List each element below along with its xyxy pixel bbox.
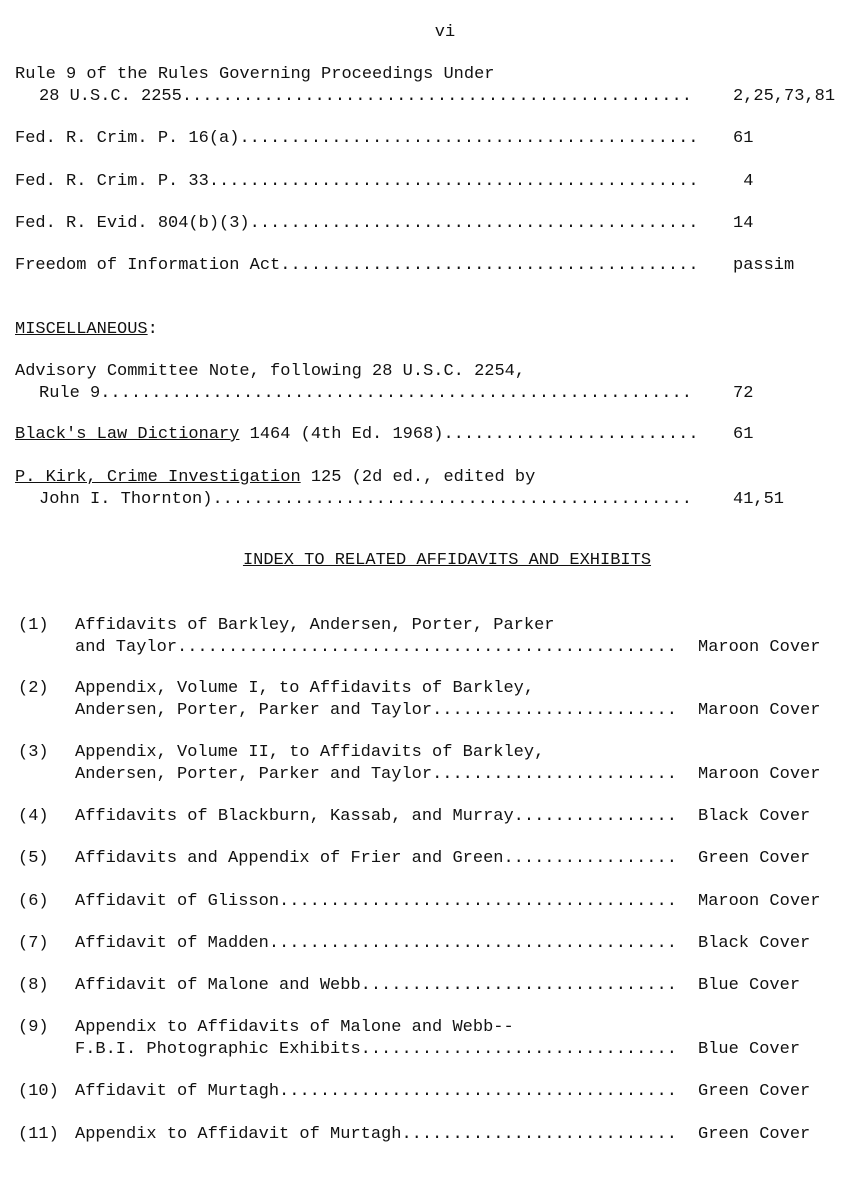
misc-pages: 61 — [733, 425, 754, 444]
index-text: Appendix to Affidavit of Murtagh ..... — [75, 1124, 678, 1146]
authority-pages: 2,25,73,81 — [733, 87, 836, 106]
index-number: (2) — [18, 679, 49, 698]
authority-pages: 14 — [733, 214, 754, 233]
index-text: Affidavits of Blackburn, Kassab, and Murray ..... — [75, 806, 678, 828]
index-cover: Black Cover — [698, 807, 811, 826]
misc-title: Black's Law Dictionary 1464 (4th Ed. 1968) ..... — [15, 424, 695, 446]
authority-entry — [15, 128, 754, 150]
authority-title: Fed. R. Evid. 804(b)(3) ..... — [15, 213, 695, 235]
authority-entry — [15, 171, 754, 193]
misc-source-title: P. Kirk, Crime Investigation — [15, 468, 301, 487]
index-number: (1) — [18, 616, 49, 635]
misc-heading: MISCELLANEOUS: — [15, 320, 158, 339]
authority-pages: 61 — [733, 129, 754, 148]
index-number: (9) — [18, 1018, 49, 1037]
misc-entry — [15, 467, 785, 511]
index-text-cont: F.B.I. Photographic Exhibits ..... — [75, 1039, 678, 1061]
index-number: (3) — [18, 743, 49, 762]
misc-source-title: Black's Law Dictionary — [15, 425, 240, 444]
index-number: (7) — [18, 934, 49, 953]
index-text: Affidavit of Glisson ..... — [75, 891, 678, 913]
authority-entry — [15, 255, 795, 277]
misc-title-cont: John I. Thornton) ..... — [15, 489, 695, 511]
index-text: Affidavit of Murtagh ..... — [75, 1081, 678, 1103]
index-text: Appendix, Volume II, to Affidavits of Barkley, — [75, 743, 545, 762]
authority-entry — [15, 64, 836, 108]
index-text: Affidavit of Madden ..... — [75, 933, 678, 955]
authority-entry — [15, 213, 754, 235]
index-number: (11) — [18, 1125, 59, 1144]
index-cover: Green Cover — [698, 849, 811, 868]
misc-title: Advisory Committee Note, following 28 U.S.C. 2254, — [15, 362, 526, 381]
authority-title-cont: 28 U.S.C. 2255 ..... — [15, 86, 695, 108]
authority-title: Fed. R. Crim. P. 16(a) ..... — [15, 128, 695, 150]
misc-pages: 41,51 — [733, 490, 785, 509]
index-text: Appendix to Affidavits of Malone and Webb-- — [75, 1018, 514, 1037]
misc-heading-colon: : — [147, 320, 158, 339]
index-heading: INDEX TO RELATED AFFIDAVITS AND EXHIBITS — [242, 551, 652, 570]
index-text-cont: Andersen, Porter, Parker and Taylor ..... — [75, 764, 678, 786]
index-text: Affidavits and Appendix of Frier and Green ..... — [75, 848, 678, 870]
index-cover: Maroon Cover — [698, 765, 821, 784]
index-cover: Blue Cover — [698, 1040, 801, 1059]
misc-entry — [15, 361, 754, 405]
index-text: Appendix, Volume I, to Affidavits of Barkley, — [75, 679, 535, 698]
index-cover: Maroon Cover — [698, 892, 821, 911]
index-number: (6) — [18, 892, 49, 911]
index-number: (10) — [18, 1082, 59, 1101]
index-cover: Green Cover — [698, 1125, 811, 1144]
page-number: vi — [434, 23, 456, 42]
index-number: (8) — [18, 976, 49, 995]
misc-title: P. Kirk, Crime Investigation 125 (2d ed., edited by — [15, 468, 536, 487]
authority-pages: passim — [733, 256, 795, 275]
index-text: Affidavits of Barkley, Andersen, Porter, Parker — [75, 616, 555, 635]
index-number: (5) — [18, 849, 49, 868]
authority-title: Freedom of Information Act ..... — [15, 255, 695, 277]
index-text-cont: and Taylor ..... — [75, 637, 678, 659]
index-cover: Maroon Cover — [698, 638, 821, 657]
authority-title: Rule 9 of the Rules Governing Proceedings Under — [15, 65, 495, 84]
index-cover: Maroon Cover — [698, 701, 821, 720]
index-text-cont: Andersen, Porter, Parker and Taylor ..... — [75, 700, 678, 722]
index-text: Affidavit of Malone and Webb ..... — [75, 975, 678, 997]
index-cover: Black Cover — [698, 934, 811, 953]
authority-title: Fed. R. Crim. P. 33 ..... — [15, 171, 695, 193]
index-number: (4) — [18, 807, 49, 826]
index-cover: Blue Cover — [698, 976, 801, 995]
misc-entry — [15, 424, 754, 446]
misc-title-cont: Rule 9 ..... — [15, 383, 695, 405]
misc-pages: 72 — [733, 384, 754, 403]
authority-pages: 4 — [733, 172, 754, 191]
index-cover: Green Cover — [698, 1082, 811, 1101]
